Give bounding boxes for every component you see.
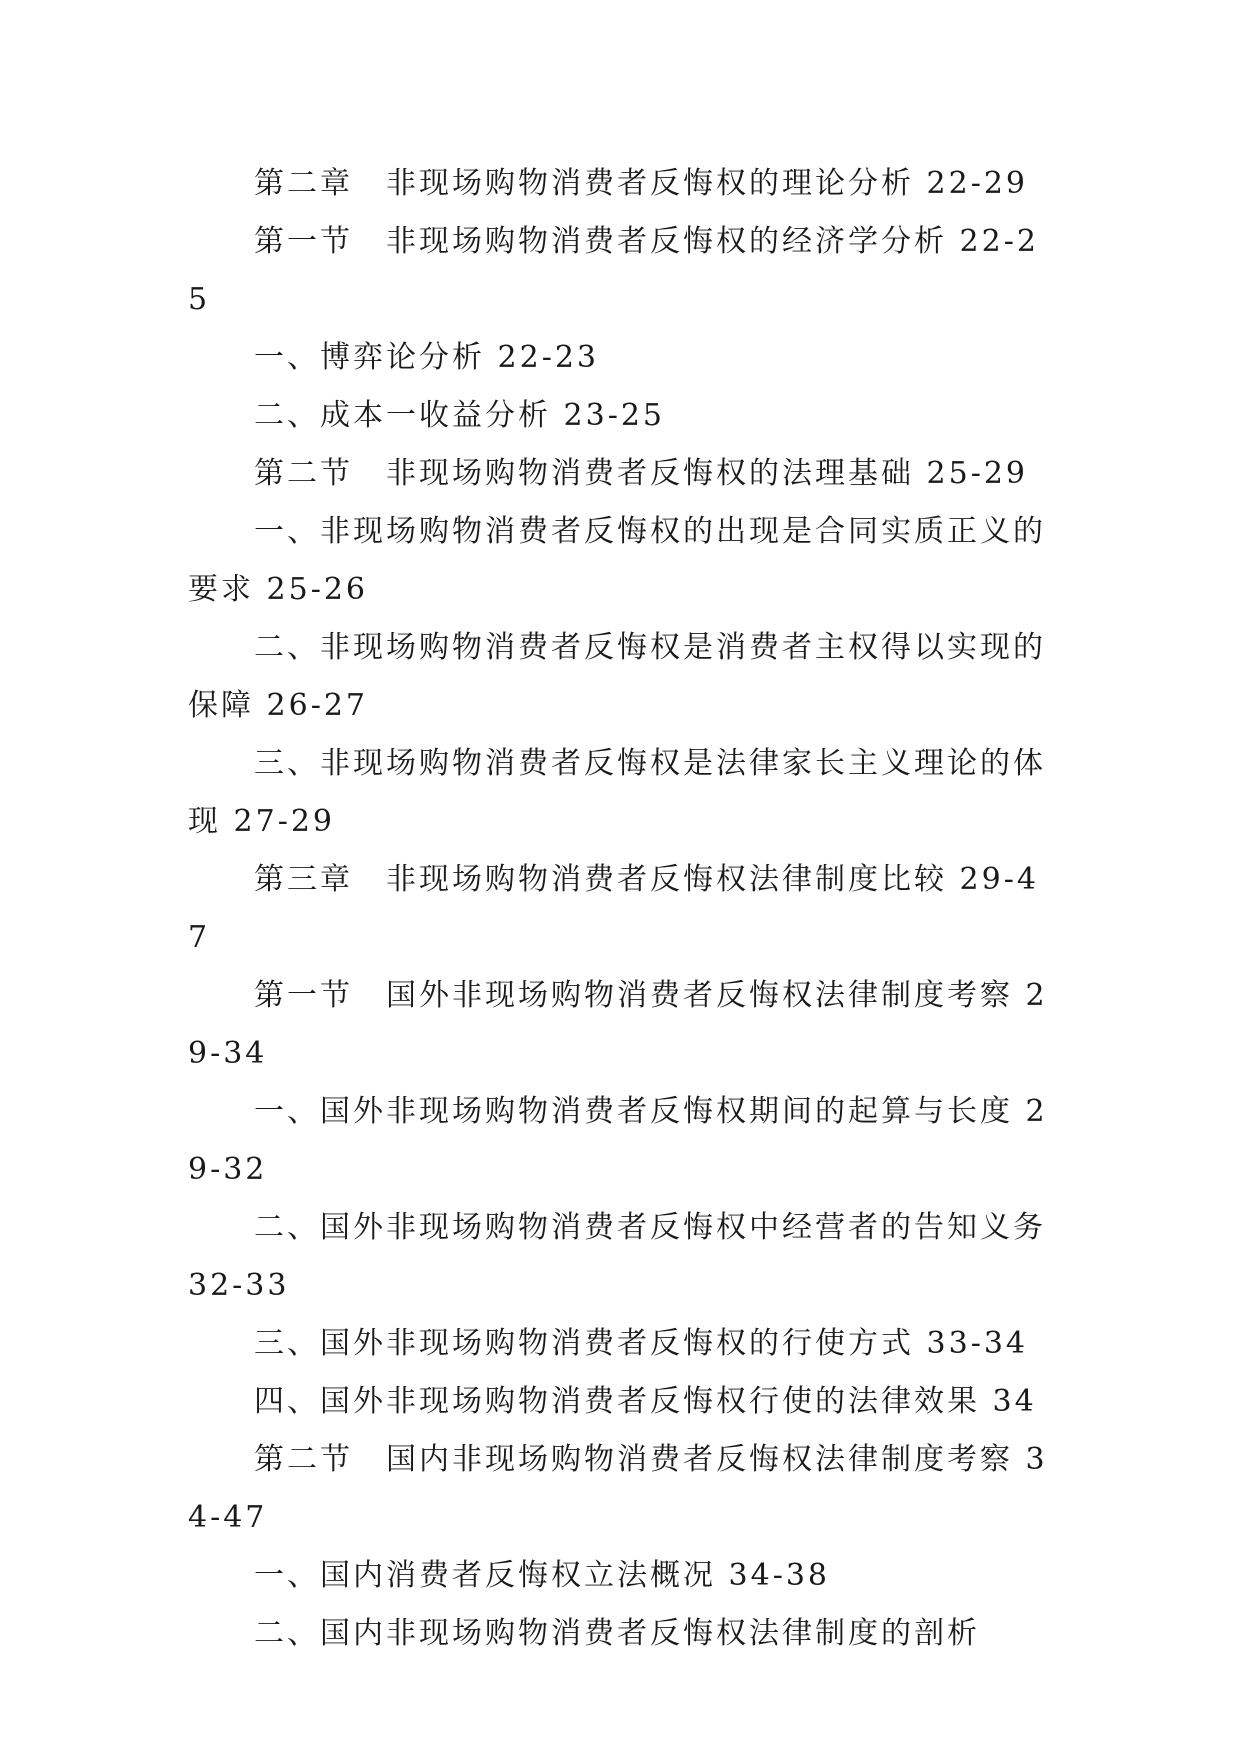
toc-section-3-2: 第二节 国内非现场购物消费者反悔权法律制度考察 34-47 bbox=[188, 1442, 1048, 1535]
toc-chapter-3: 第三章 非现场购物消费者反悔权法律制度比较 29-47 bbox=[188, 862, 1039, 955]
toc-item-2-2-3: 三、非现场购物消费者反悔权是法律家长主义理论的体现 27-29 bbox=[188, 746, 1046, 839]
toc-item-3-2-2: 二、国内非现场购物消费者反悔权法律制度的剖析 bbox=[254, 1616, 980, 1651]
table-of-contents bbox=[188, 155, 1050, 1663]
toc-section-2-1: 第一节 非现场购物消费者反悔权的经济学分析 22-25 bbox=[188, 224, 1039, 317]
toc-section-3-1: 第一节 国外非现场购物消费者反悔权法律制度考察 29-34 bbox=[188, 978, 1048, 1071]
toc-chapter-2: 第二章 非现场购物消费者反悔权的理论分析 22-29 bbox=[254, 166, 1029, 201]
toc-item-3-1-2: 二、国外非现场购物消费者反悔权中经营者的告知义务 32-33 bbox=[188, 1210, 1046, 1303]
toc-item-3-1-4: 四、国外非现场购物消费者反悔权行使的法律效果 34 bbox=[254, 1384, 1037, 1419]
toc-section-2-2: 第二节 非现场购物消费者反悔权的法理基础 25-29 bbox=[254, 456, 1029, 491]
toc-item-3-1-1: 一、国外非现场购物消费者反悔权期间的起算与长度 29-32 bbox=[188, 1094, 1048, 1187]
toc-item-2-2-1: 一、非现场购物消费者反悔权的出现是合同实质正义的要求 25-26 bbox=[188, 514, 1046, 607]
toc-item-2-1-1: 一、博弈论分析 22-23 bbox=[254, 340, 600, 375]
toc-item-3-2-1: 一、国内消费者反悔权立法概况 34-38 bbox=[254, 1558, 831, 1593]
toc-item-3-1-3: 三、国外非现场购物消费者反悔权的行使方式 33-34 bbox=[254, 1326, 1029, 1361]
toc-item-2-1-2: 二、成本一收益分析 23-25 bbox=[254, 398, 666, 433]
toc-item-2-2-2: 二、非现场购物消费者反悔权是消费者主权得以实现的保障 26-27 bbox=[188, 630, 1046, 723]
